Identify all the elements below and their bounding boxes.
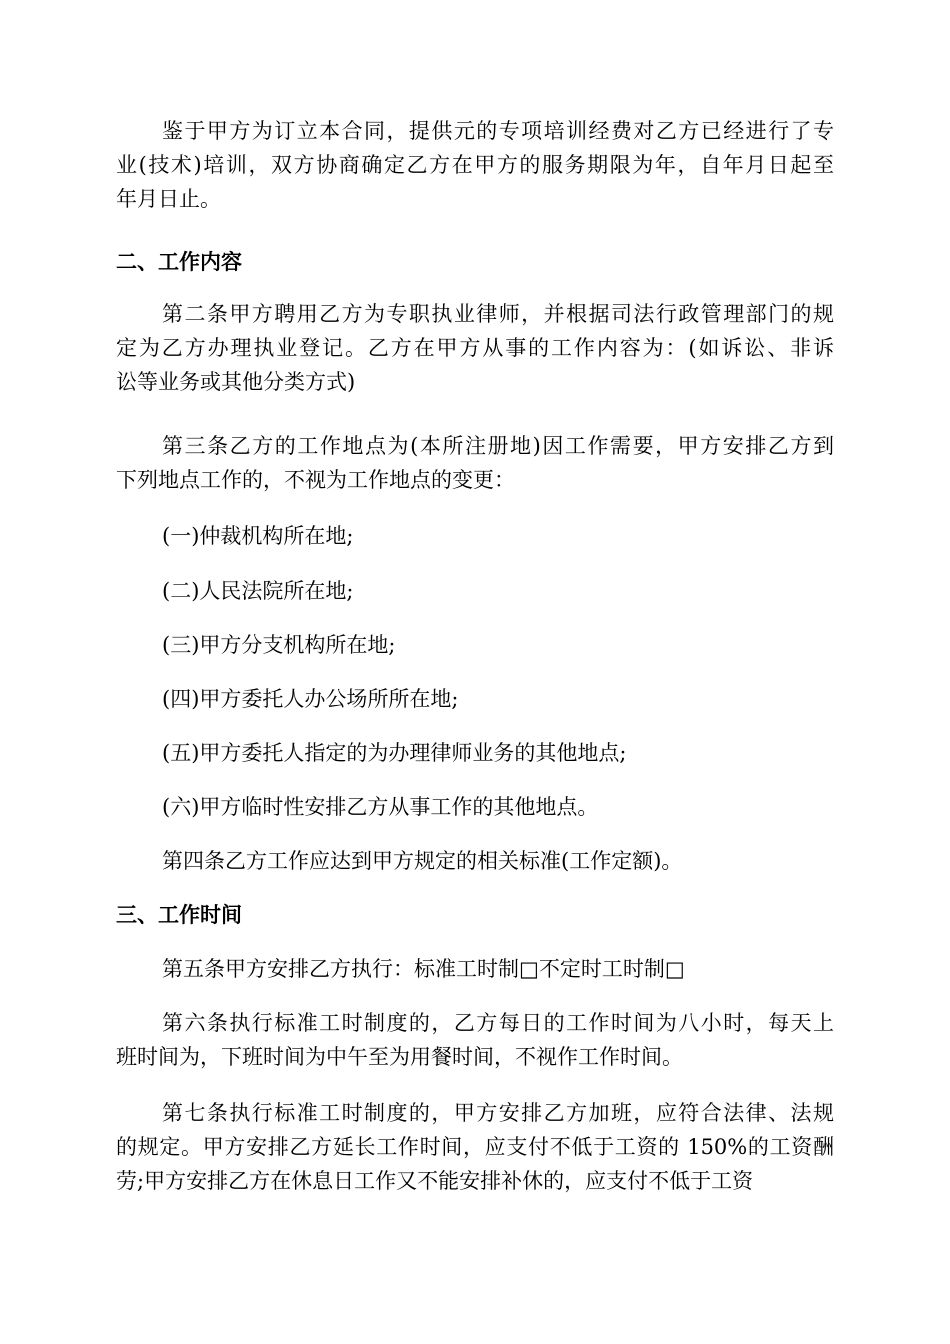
article-6 <box>116 1006 834 1074</box>
heading-text: 二、工作内容 <box>116 250 242 274</box>
list-item: (六)甲方临时性安排乙方从事工作的其他地点。 <box>162 795 599 819</box>
location-item <box>116 682 834 716</box>
paragraph-service-period <box>116 114 834 216</box>
text-line: 年月日止。 <box>116 187 221 211</box>
text-line: 第四条乙方工作应达到甲方规定的相关标准(工作定额)。 <box>162 849 683 873</box>
text-line: 定为乙方办理执业登记。乙方在甲方从事的工作内容为：(如诉讼、非诉 <box>116 336 834 360</box>
list-item: (二)人民法院所在地; <box>162 579 354 603</box>
heading-text: 三、工作时间 <box>116 903 242 927</box>
text-line: 劳;甲方安排乙方在休息日工作又不能安排补休的，应支付不低于工资 <box>116 1169 754 1193</box>
text-line: 第七条执行标准工时制度的，甲方安排乙方加班，应符合法律、法规 <box>162 1101 834 1125</box>
list-item: (三)甲方分支机构所在地; <box>162 633 396 657</box>
text-line: 下列地点工作的，不视为工作地点的变更： <box>116 468 515 492</box>
article-3 <box>116 429 834 497</box>
text-line: 讼等业务或其他分类方式) <box>116 370 356 394</box>
text-line: 第三条乙方的工作地点为(本所注册地)因工作需要，甲方安排乙方到 <box>162 434 834 458</box>
location-item <box>116 519 834 553</box>
list-item: (四)甲方委托人办公场所所在地; <box>162 687 459 711</box>
section-heading-work-hours <box>116 898 834 932</box>
text-line: 班时间为，下班时间为中午至为用餐时间，不视作工作时间。 <box>116 1045 683 1069</box>
text-line: 业(技术)培训，双方协商确定乙方在甲方的服务期限为年，自年月日起至 <box>116 153 834 177</box>
location-item <box>116 790 834 824</box>
location-item <box>116 574 834 608</box>
article-4 <box>116 844 834 878</box>
article-5 <box>116 952 834 986</box>
text-line: 第二条甲方聘用乙方为专职执业律师，并根据司法行政管理部门的规 <box>162 302 834 326</box>
article-2 <box>116 297 834 399</box>
article-7 <box>116 1096 834 1198</box>
text-line: 鉴于甲方为订立本合同，提供元的专项培训经费对乙方已经进行了专 <box>162 119 834 143</box>
section-heading-work-content <box>116 245 834 279</box>
location-item <box>116 736 834 770</box>
text-line: 第六条执行标准工时制度的，乙方每日的工作时间为八小时，每天上 <box>162 1011 834 1035</box>
text-line: 第五条甲方安排乙方执行：标准工时制□不定时工时制□ <box>162 957 685 981</box>
list-item: (一)仲裁机构所在地; <box>162 524 354 548</box>
location-item <box>116 628 834 662</box>
list-item: (五)甲方委托人指定的为办理律师业务的其他地点; <box>162 741 627 765</box>
text-line: 的规定。甲方安排乙方延长工作时间，应支付不低于工资的 150%的工资酬 <box>116 1135 834 1159</box>
